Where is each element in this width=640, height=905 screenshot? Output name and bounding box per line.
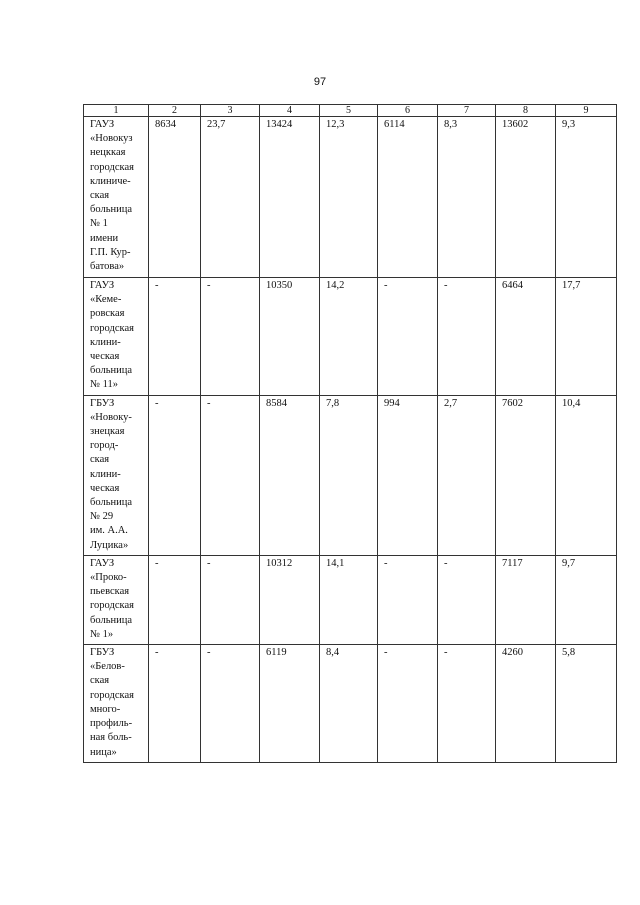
table-cell: - (201, 278, 260, 396)
table-cell: 8584 (260, 395, 320, 555)
table-row (84, 117, 617, 278)
table-cell: 2,7 (438, 395, 496, 555)
table-cell: 17,7 (556, 278, 617, 396)
table-cell: 10312 (260, 555, 320, 644)
hospital-data-table (83, 104, 617, 763)
table-row (84, 278, 617, 396)
table-cell: 8,3 (438, 117, 496, 278)
hospital-name-cell: ГАУЗ «Новокуз нецккая городская клиниче- ская больница № 1 имени Г.П. Кур- батова» (84, 117, 149, 278)
table-cell: - (149, 555, 201, 644)
table-cell: - (378, 645, 438, 763)
table-cell: 7602 (496, 395, 556, 555)
column-header: 8 (496, 105, 556, 117)
hospital-name-cell: ГБУЗ «Белов- ская городская много- профиль- ная боль- ница» (84, 645, 149, 763)
column-header: 9 (556, 105, 617, 117)
table-cell: 9,3 (556, 117, 617, 278)
table-cell: - (438, 555, 496, 644)
column-header: 1 (84, 105, 149, 117)
table-cell: 23,7 (201, 117, 260, 278)
table-cell: 6464 (496, 278, 556, 396)
table-cell: 6119 (260, 645, 320, 763)
table-row (84, 555, 617, 644)
column-header: 4 (260, 105, 320, 117)
column-header: 6 (378, 105, 438, 117)
page-number: 97 (313, 76, 327, 88)
table-cell: - (149, 395, 201, 555)
table-cell: 7,8 (320, 395, 378, 555)
table-row (84, 645, 617, 763)
table-cell: - (201, 645, 260, 763)
column-header: 2 (149, 105, 201, 117)
table-cell: 7117 (496, 555, 556, 644)
table-cell: - (149, 645, 201, 763)
table-cell: 4260 (496, 645, 556, 763)
table-cell: - (438, 645, 496, 763)
table-row (84, 395, 617, 555)
table-cell: 10,4 (556, 395, 617, 555)
hospital-name-cell: ГАУЗ «Кеме- ровская городская клини- ческая больница № 11» (84, 278, 149, 396)
table-cell: 6114 (378, 117, 438, 278)
table-cell: 14,1 (320, 555, 378, 644)
column-header: 7 (438, 105, 496, 117)
table-cell: - (149, 278, 201, 396)
table-header-row (84, 105, 617, 117)
column-header: 3 (201, 105, 260, 117)
table-cell: 14,2 (320, 278, 378, 396)
table-cell: 8,4 (320, 645, 378, 763)
table-cell: 994 (378, 395, 438, 555)
table-cell: 12,3 (320, 117, 378, 278)
table-cell: - (438, 278, 496, 396)
table-cell: - (378, 278, 438, 396)
table-cell: - (378, 555, 438, 644)
table-cell: 5,8 (556, 645, 617, 763)
hospital-name-cell: ГАУЗ «Проко- пьевская городская больница № 1» (84, 555, 149, 644)
column-header: 5 (320, 105, 378, 117)
table-cell: - (201, 395, 260, 555)
table-cell: - (201, 555, 260, 644)
table-cell: 9,7 (556, 555, 617, 644)
table-cell: 13424 (260, 117, 320, 278)
table-cell: 10350 (260, 278, 320, 396)
table-cell: 8634 (149, 117, 201, 278)
hospital-name-cell: ГБУЗ «Новоку- знецкая город- ская клини- ческая больница № 29 им. А.А. Луцика» (84, 395, 149, 555)
table-cell: 13602 (496, 117, 556, 278)
